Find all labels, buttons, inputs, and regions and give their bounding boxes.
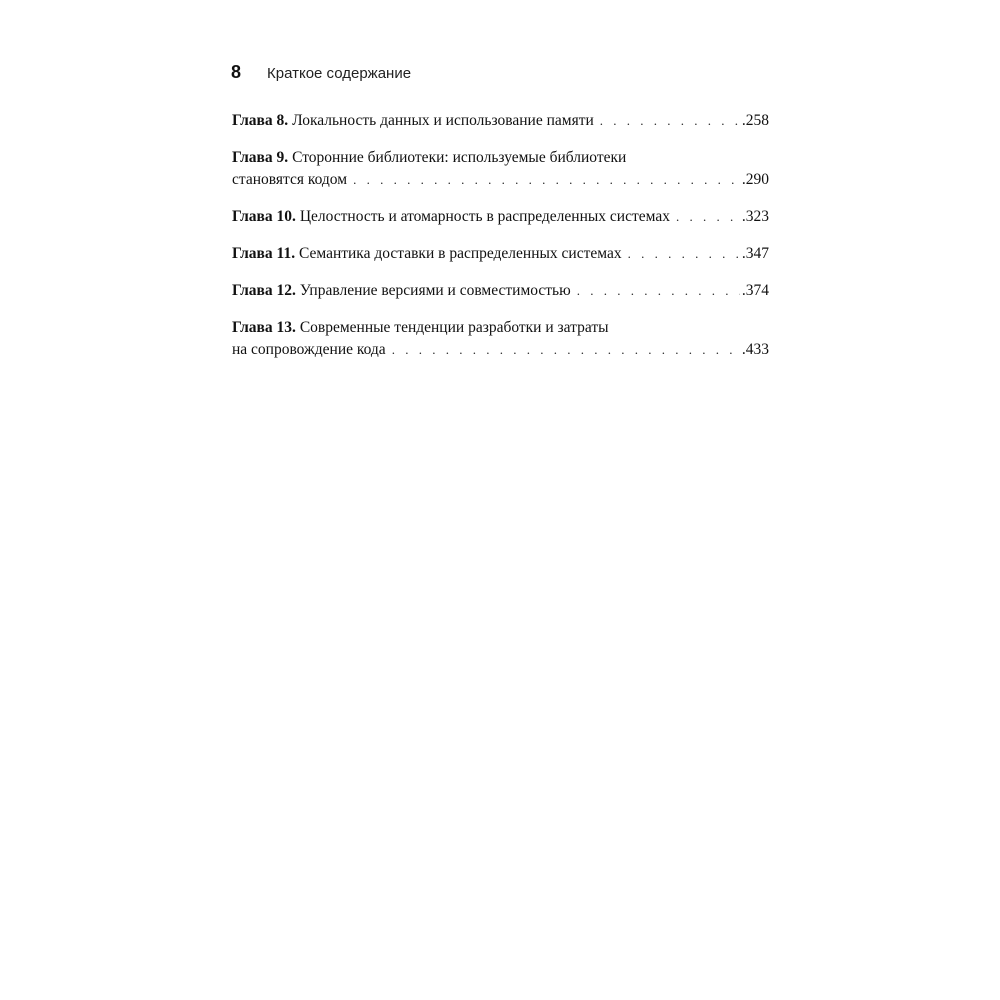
chapter-label: Глава 11.	[232, 245, 296, 262]
chapter-title-continuation: на сопровождение кода	[232, 341, 386, 358]
toc-entry-chapter-12[interactable]	[232, 280, 769, 302]
chapter-title: Сторонние библиотеки: используемые библиотеки	[292, 149, 627, 166]
chapter-title: Локальность данных и использование памяти	[292, 112, 594, 129]
dot-leader	[676, 206, 740, 228]
chapter-label: Глава 10.	[232, 208, 296, 225]
page-reference: .433	[741, 341, 769, 358]
dot-leader	[353, 169, 740, 191]
chapter-label: Глава 9.	[232, 149, 289, 166]
chapter-label: Глава 12.	[232, 282, 296, 299]
chapter-title: Современные тенденции разработки и затраты	[299, 319, 609, 336]
page-reference: .258	[741, 112, 769, 129]
chapter-title-continuation: становятся кодом	[232, 171, 348, 188]
page-reference: .323	[741, 208, 769, 225]
table-of-contents	[232, 110, 769, 376]
dot-leader	[600, 110, 740, 132]
dot-leader	[577, 280, 740, 302]
toc-entry-chapter-10[interactable]	[232, 206, 769, 228]
chapter-title: Управление версиями и совместимостью	[299, 282, 571, 299]
dot-leader	[628, 243, 740, 265]
toc-entry-chapter-11[interactable]	[232, 243, 769, 265]
chapter-title: Целостность и атомарность в распределенных системах	[299, 208, 670, 225]
running-head-title: Краткое содержание	[267, 65, 412, 82]
page-reference: .347	[741, 245, 769, 262]
toc-entry-chapter-8[interactable]	[232, 110, 769, 132]
toc-entry-chapter-13[interactable]	[232, 317, 769, 361]
page-number: 8	[231, 62, 242, 82]
chapter-label: Глава 8.	[232, 112, 289, 129]
chapter-label: Глава 13.	[232, 319, 296, 336]
toc-entry-chapter-9[interactable]	[232, 147, 769, 191]
running-head	[231, 62, 411, 83]
page-reference: .290	[741, 171, 769, 188]
dot-leader	[392, 339, 740, 361]
page-reference: .374	[741, 282, 769, 299]
chapter-title: Семантика доставки в распределенных системах	[298, 245, 622, 262]
